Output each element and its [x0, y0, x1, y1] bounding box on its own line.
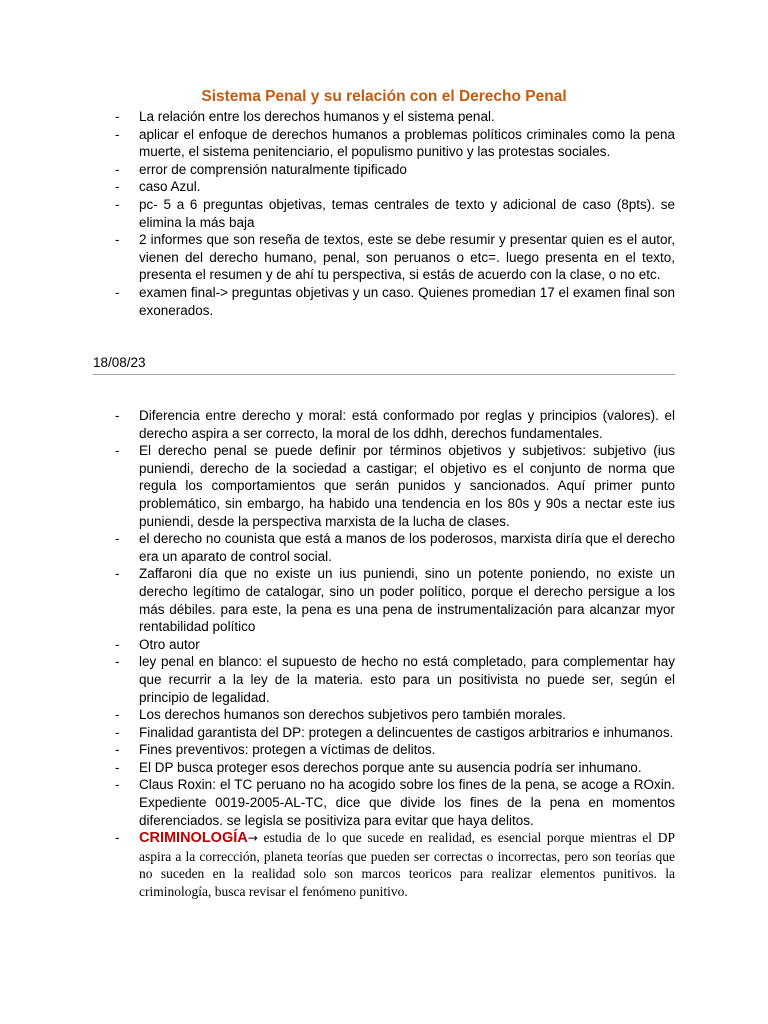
list-item — [93, 161, 675, 179]
list-item-text: pc- 5 a 6 preguntas objetivas, temas centrales de texto y adicional de caso (8pts). se elimina la más baja — [139, 196, 675, 230]
list-item-text: Zaffaroni día que no existe un ius puniendi, sino un potente poniendo, no existe un derecho legítimo de catalogar, sino un poder político, porque el derecho persigue a los más débiles. para este, la pena es una pena de instrumentalización para alcanzar myor rentabilidad político — [139, 566, 675, 635]
list-item — [93, 196, 675, 231]
list-item-text: Otro autor — [139, 636, 200, 652]
list-item — [93, 706, 675, 724]
list-item — [93, 407, 675, 442]
list-item — [93, 108, 675, 126]
list-item — [93, 741, 675, 759]
list-item-text: error de comprensión naturalmente tipificado — [139, 161, 407, 177]
bullet-dash: - — [115, 724, 120, 740]
bullet-dash: - — [115, 742, 120, 758]
note-date: 18/08/23 — [93, 355, 146, 370]
list-item-text: examen final-> preguntas objetivas y un caso. Quienes promedian 17 el examen final son exonerados. — [139, 284, 675, 318]
list-item — [93, 231, 675, 284]
bullet-dash: - — [115, 179, 120, 195]
bullet-dash: - — [115, 531, 120, 547]
section-divider — [93, 374, 675, 375]
class-notes-list — [93, 407, 675, 901]
list-item — [93, 759, 675, 777]
bullet-dash: - — [115, 443, 120, 459]
bullet-dash: - — [115, 830, 120, 846]
list-item-text: El derecho penal se puede definir por términos objetivos y subjetivos: subjetivo (ius puniendi, derecho de la sociedad a castigar; el objetivo es el conjunto de norma que regula los comportamientos que serán punidos y sancionados. Aquí primer punto problemático, sin embargo, ha habido una tendencia en los 80s y 90s a nectar este ius puniendi, desde la perspectiva marxista de la lucha de clases. — [139, 443, 675, 529]
list-item-text: Fines preventivos: protegen a víctimas de delitos. — [139, 742, 436, 758]
bullet-dash: - — [115, 232, 120, 248]
criminologia-item — [93, 829, 675, 900]
list-item-text: el derecho no counista que está a manos de los poderosos, marxista diría que el derecho era un aparato de control social. — [139, 531, 675, 564]
list-item — [93, 442, 675, 530]
list-item-text: ley penal en blanco: el supuesto de hecho no está completado, para complementar hay que recurrir a la ley de la materia. esto para un positivista no puede ser, según el principio de legalidad. — [139, 654, 675, 705]
list-item-text: caso Azul. — [139, 179, 201, 195]
list-item-text: Claus Roxin: el TC peruano no ha acogido sobre los fines de la pena, se acoge a ROxin. Expediente 0019-2005-AL-TC, dice que divide los fines de la pena en momentos diferenciados. se legisla se positiviza para evitar que haya delitos. — [139, 777, 675, 828]
bullet-dash: - — [115, 654, 120, 670]
document-title: Sistema Penal y su relación con el Derecho Penal — [201, 88, 567, 105]
list-item-text: 2 informes que son reseña de textos, este se debe resumir y presentar quien es el autor, vienen del derecho humano, penal, son peruanos o etc=. luego presenta en el texto, presenta el resumen y de ahí tu perspectiva, si estás de acuerdo con la clase, o no etc. — [139, 232, 675, 283]
bullet-dash: - — [115, 759, 120, 775]
list-item-text: aplicar el enfoque de derechos humanos a problemas políticos criminales como la pena muerte, el sistema penitenciario, el populismo punitivo y las protestas sociales. — [139, 126, 675, 160]
bullet-dash: - — [115, 566, 120, 582]
list-item-text: La relación entre los derechos humanos y el sistema penal. — [139, 109, 495, 124]
list-item — [93, 776, 675, 829]
bullet-dash: - — [115, 707, 120, 723]
list-item — [93, 178, 675, 196]
bullet-dash: - — [115, 777, 120, 793]
list-item — [93, 530, 675, 565]
list-item — [93, 653, 675, 706]
course-overview-list — [93, 108, 675, 319]
bullet-dash: - — [115, 109, 120, 124]
bullet-dash: - — [115, 126, 120, 142]
list-item — [93, 126, 675, 161]
bullet-dash: - — [115, 161, 120, 177]
list-item — [93, 636, 675, 654]
bullet-dash: - — [115, 408, 120, 423]
list-item-text: El DP busca proteger esos derechos porque ante su ausencia podría ser inhumano. — [139, 759, 642, 775]
bullet-dash: - — [115, 636, 120, 652]
list-item-text: Diferencia entre derecho y moral: está conformado por reglas y principios (valores). el derecho aspira a ser correcto, la moral de los ddhh, derechos fundamentales. — [139, 408, 675, 441]
right-arrow-icon: → — [247, 831, 258, 846]
criminologia-heading: CRIMINOLOGÍA — [139, 830, 248, 847]
criminologia-text: estudia de lo que sucede en realidad, es esencial porque mientras el DP aspira a la corrección, planeta teorías que pueden ser correctas o incorrectas, pero son teorías que no suceden en la realidad solo son marcos teoricos para realizar elementos punitivos. la criminología, busca revisar el fenómeno punitivo. — [139, 830, 675, 900]
list-item-text: Los derechos humanos son derechos subjetivos pero también morales. — [139, 707, 566, 723]
bullet-dash: - — [115, 284, 120, 300]
bullet-dash: - — [115, 196, 120, 212]
list-item-text: Finalidad garantista del DP: protegen a delincuentes de castigos arbitrarios e inhumanos. — [139, 724, 674, 740]
list-item — [93, 284, 675, 319]
list-item — [93, 724, 675, 742]
list-item — [93, 565, 675, 635]
